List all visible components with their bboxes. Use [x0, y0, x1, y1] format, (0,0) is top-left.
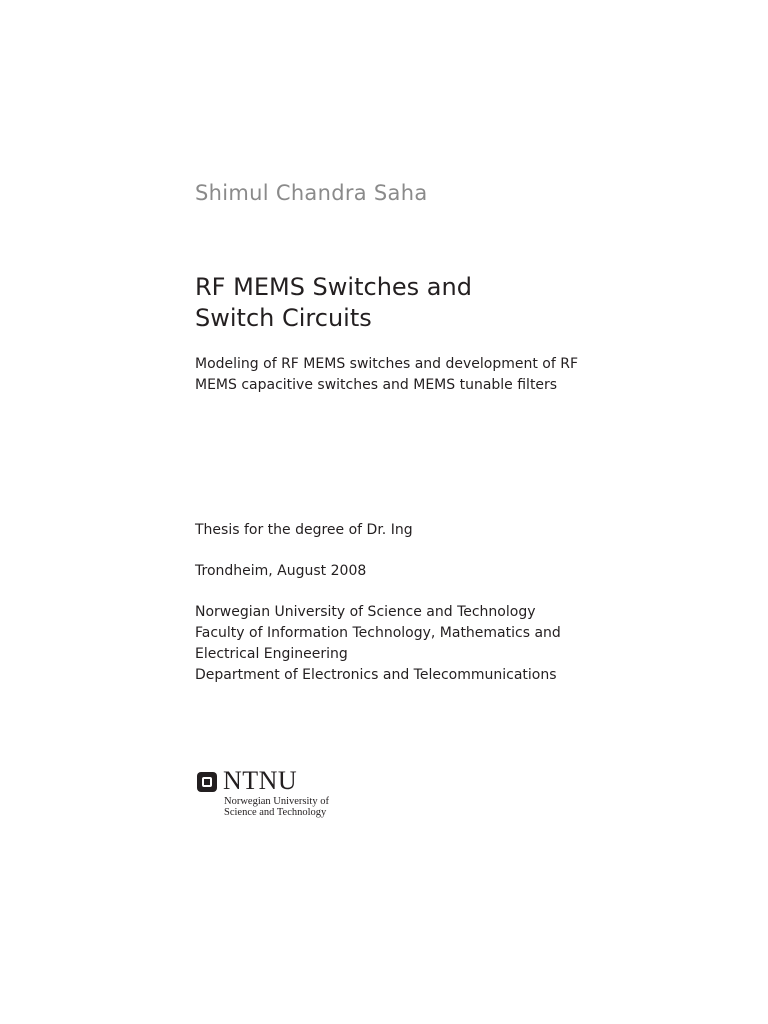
- thesis-subtitle-line-2: MEMS capacitive switches and MEMS tunable filters: [195, 377, 558, 393]
- thesis-title: [195, 272, 615, 334]
- thesis-title-line-1: RF MEMS Switches and: [195, 273, 472, 301]
- thesis-subtitle: [195, 354, 615, 396]
- degree-statement: Thesis for the degree of Dr. Ing: [195, 522, 413, 538]
- university-name: Norwegian University of Science and Technology: [195, 604, 536, 620]
- ntnu-logo-subtitle-line-2: Science and Technology: [224, 807, 327, 818]
- department-name: Department of Electronics and Telecommunications: [195, 667, 557, 683]
- ntnu-logo-subtitle: [224, 796, 329, 818]
- faculty-line-2: Electrical Engineering: [195, 646, 348, 662]
- author-name: Shimul Chandra Saha: [195, 181, 428, 205]
- ntnu-logo: [197, 766, 357, 822]
- place-date: Trondheim, August 2008: [195, 563, 367, 579]
- faculty-line-1: Faculty of Information Technology, Mathematics and: [195, 625, 561, 641]
- thesis-title-line-2: Switch Circuits: [195, 304, 372, 332]
- ntnu-logo-name: NTNU: [223, 766, 298, 795]
- thesis-subtitle-line-1: Modeling of RF MEMS switches and development of RF: [195, 356, 579, 372]
- ntnu-logo-icon: [197, 772, 217, 792]
- ntnu-logo-subtitle-line-1: Norwegian University of: [224, 796, 329, 807]
- institution-block: [195, 602, 561, 686]
